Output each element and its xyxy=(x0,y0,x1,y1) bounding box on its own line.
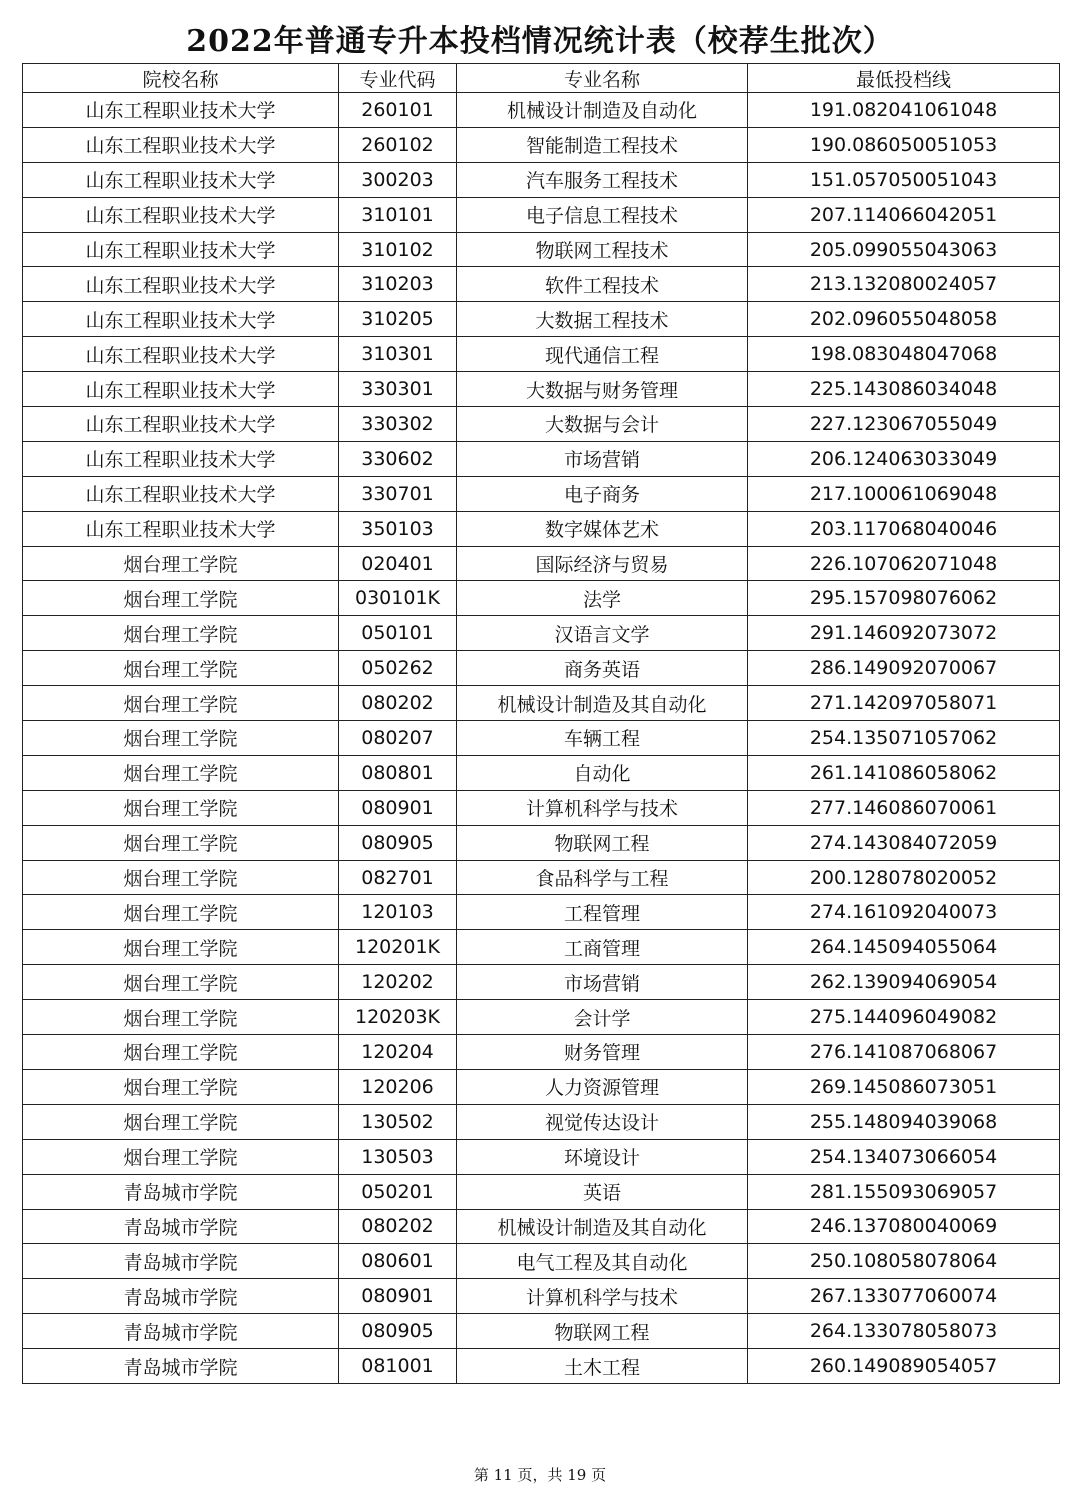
school-name-cell: 烟台理工学院 xyxy=(23,546,339,581)
min-score-cell: 225.143086034048 xyxy=(748,372,1060,407)
school-name-cell: 烟台理工学院 xyxy=(23,581,339,616)
major-name-cell: 会计学 xyxy=(457,1000,748,1035)
min-score-cell: 203.117068040046 xyxy=(748,511,1060,546)
table-row xyxy=(23,267,1060,302)
major-code-cell: 120204 xyxy=(339,1035,457,1070)
major-name-cell: 计算机科学与技术 xyxy=(457,790,748,825)
table-row xyxy=(23,721,1060,756)
admission-table xyxy=(22,63,1060,1384)
school-name-cell: 山东工程职业技术大学 xyxy=(23,302,339,337)
major-name-cell: 数字媒体艺术 xyxy=(457,511,748,546)
major-name-cell: 物联网工程 xyxy=(457,1314,748,1349)
min-score-cell: 227.123067055049 xyxy=(748,407,1060,442)
min-score-cell: 291.146092073072 xyxy=(748,616,1060,651)
table-row xyxy=(23,1314,1060,1349)
major-name-cell: 汽车服务工程技术 xyxy=(457,162,748,197)
major-code-cell: 310101 xyxy=(339,197,457,232)
min-score-cell: 200.128078020052 xyxy=(748,860,1060,895)
table-row xyxy=(23,755,1060,790)
major-name-cell: 大数据与财务管理 xyxy=(457,372,748,407)
major-name-cell: 机械设计制造及其自动化 xyxy=(457,686,748,721)
school-name-cell: 山东工程职业技术大学 xyxy=(23,372,339,407)
school-name-cell: 烟台理工学院 xyxy=(23,616,339,651)
min-score-cell: 275.144096049082 xyxy=(748,1000,1060,1035)
table-row xyxy=(23,372,1060,407)
major-name-cell: 法学 xyxy=(457,581,748,616)
table-row xyxy=(23,825,1060,860)
school-name-cell: 山东工程职业技术大学 xyxy=(23,511,339,546)
school-name-cell: 山东工程职业技术大学 xyxy=(23,407,339,442)
table-row xyxy=(23,1174,1060,1209)
table-row xyxy=(23,1209,1060,1244)
major-code-cell: 050201 xyxy=(339,1174,457,1209)
major-code-cell: 130502 xyxy=(339,1104,457,1139)
table-row xyxy=(23,930,1060,965)
table-row xyxy=(23,441,1060,476)
min-score-cell: 264.145094055064 xyxy=(748,930,1060,965)
major-code-cell: 330701 xyxy=(339,476,457,511)
min-score-cell: 274.143084072059 xyxy=(748,825,1060,860)
school-name-cell: 烟台理工学院 xyxy=(23,895,339,930)
table-row xyxy=(23,93,1060,128)
major-name-cell: 人力资源管理 xyxy=(457,1069,748,1104)
table-row xyxy=(23,895,1060,930)
table-row xyxy=(23,302,1060,337)
table-row xyxy=(23,1349,1060,1384)
min-score-cell: 264.133078058073 xyxy=(748,1314,1060,1349)
school-name-cell: 烟台理工学院 xyxy=(23,930,339,965)
school-name-cell: 烟台理工学院 xyxy=(23,860,339,895)
major-code-cell: 120202 xyxy=(339,965,457,1000)
school-name-cell: 烟台理工学院 xyxy=(23,1000,339,1035)
school-name-cell: 烟台理工学院 xyxy=(23,790,339,825)
table-row xyxy=(23,1035,1060,1070)
header-min-score: 最低投档线 xyxy=(748,64,1060,93)
major-name-cell: 机械设计制造及自动化 xyxy=(457,93,748,128)
major-name-cell: 软件工程技术 xyxy=(457,267,748,302)
school-name-cell: 山东工程职业技术大学 xyxy=(23,162,339,197)
school-name-cell: 烟台理工学院 xyxy=(23,1035,339,1070)
table-header-row xyxy=(23,64,1060,93)
min-score-cell: 260.149089054057 xyxy=(748,1349,1060,1384)
major-code-cell: 260101 xyxy=(339,93,457,128)
school-name-cell: 山东工程职业技术大学 xyxy=(23,197,339,232)
min-score-cell: 198.083048047068 xyxy=(748,337,1060,372)
major-code-cell: 310102 xyxy=(339,232,457,267)
major-name-cell: 汉语言文学 xyxy=(457,616,748,651)
major-code-cell: 260102 xyxy=(339,127,457,162)
major-code-cell: 080905 xyxy=(339,1314,457,1349)
min-score-cell: 205.099055043063 xyxy=(748,232,1060,267)
major-code-cell: 120206 xyxy=(339,1069,457,1104)
major-code-cell: 300203 xyxy=(339,162,457,197)
table-row xyxy=(23,127,1060,162)
page-footer: 第 11 页，共 19 页 xyxy=(473,1466,607,1484)
table-row xyxy=(23,162,1060,197)
school-name-cell: 山东工程职业技术大学 xyxy=(23,127,339,162)
min-score-cell: 286.149092070067 xyxy=(748,651,1060,686)
major-code-cell: 310203 xyxy=(339,267,457,302)
major-code-cell: 310301 xyxy=(339,337,457,372)
min-score-cell: 151.057050051043 xyxy=(748,162,1060,197)
major-code-cell: 330301 xyxy=(339,372,457,407)
major-name-cell: 电子信息工程技术 xyxy=(457,197,748,232)
table-row xyxy=(23,651,1060,686)
school-name-cell: 烟台理工学院 xyxy=(23,1139,339,1174)
major-name-cell: 电气工程及其自动化 xyxy=(457,1244,748,1279)
school-name-cell: 烟台理工学院 xyxy=(23,965,339,1000)
major-code-cell: 080901 xyxy=(339,1279,457,1314)
major-code-cell: 080601 xyxy=(339,1244,457,1279)
min-score-cell: 269.145086073051 xyxy=(748,1069,1060,1104)
table-row xyxy=(23,407,1060,442)
school-name-cell: 烟台理工学院 xyxy=(23,755,339,790)
table-row xyxy=(23,511,1060,546)
table-row xyxy=(23,1244,1060,1279)
school-name-cell: 山东工程职业技术大学 xyxy=(23,232,339,267)
table-row xyxy=(23,476,1060,511)
school-name-cell: 山东工程职业技术大学 xyxy=(23,93,339,128)
major-code-cell: 050101 xyxy=(339,616,457,651)
table-row xyxy=(23,860,1060,895)
table-row xyxy=(23,616,1060,651)
school-name-cell: 青岛城市学院 xyxy=(23,1209,339,1244)
table-row xyxy=(23,1139,1060,1174)
major-name-cell: 自动化 xyxy=(457,755,748,790)
major-name-cell: 国际经济与贸易 xyxy=(457,546,748,581)
min-score-cell: 267.133077060074 xyxy=(748,1279,1060,1314)
min-score-cell: 250.108058078064 xyxy=(748,1244,1060,1279)
major-name-cell: 智能制造工程技术 xyxy=(457,127,748,162)
school-name-cell: 烟台理工学院 xyxy=(23,1069,339,1104)
major-code-cell: 030101K xyxy=(339,581,457,616)
table-row xyxy=(23,1069,1060,1104)
major-name-cell: 大数据工程技术 xyxy=(457,302,748,337)
school-name-cell: 山东工程职业技术大学 xyxy=(23,476,339,511)
min-score-cell: 254.135071057062 xyxy=(748,721,1060,756)
major-code-cell: 330302 xyxy=(339,407,457,442)
major-name-cell: 环境设计 xyxy=(457,1139,748,1174)
major-name-cell: 大数据与会计 xyxy=(457,407,748,442)
major-code-cell: 120103 xyxy=(339,895,457,930)
min-score-cell: 295.157098076062 xyxy=(748,581,1060,616)
major-name-cell: 视觉传达设计 xyxy=(457,1104,748,1139)
table-row xyxy=(23,232,1060,267)
min-score-cell: 255.148094039068 xyxy=(748,1104,1060,1139)
table-row xyxy=(23,965,1060,1000)
major-code-cell: 080202 xyxy=(339,686,457,721)
table-body xyxy=(23,93,1060,1384)
school-name-cell: 山东工程职业技术大学 xyxy=(23,441,339,476)
table-row xyxy=(23,546,1060,581)
min-score-cell: 254.134073066054 xyxy=(748,1139,1060,1174)
min-score-cell: 226.107062071048 xyxy=(748,546,1060,581)
major-name-cell: 土木工程 xyxy=(457,1349,748,1384)
school-name-cell: 烟台理工学院 xyxy=(23,686,339,721)
table-row xyxy=(23,1000,1060,1035)
min-score-cell: 246.137080040069 xyxy=(748,1209,1060,1244)
major-code-cell: 081001 xyxy=(339,1349,457,1384)
school-name-cell: 烟台理工学院 xyxy=(23,825,339,860)
major-code-cell: 020401 xyxy=(339,546,457,581)
major-code-cell: 310205 xyxy=(339,302,457,337)
school-name-cell: 青岛城市学院 xyxy=(23,1244,339,1279)
major-code-cell: 080901 xyxy=(339,790,457,825)
min-score-cell: 274.161092040073 xyxy=(748,895,1060,930)
min-score-cell: 206.124063033049 xyxy=(748,441,1060,476)
table-row xyxy=(23,790,1060,825)
table-row xyxy=(23,197,1060,232)
major-code-cell: 080801 xyxy=(339,755,457,790)
school-name-cell: 山东工程职业技术大学 xyxy=(23,337,339,372)
major-name-cell: 工商管理 xyxy=(457,930,748,965)
major-code-cell: 130503 xyxy=(339,1139,457,1174)
header-major-code: 专业代码 xyxy=(339,64,457,93)
major-code-cell: 080207 xyxy=(339,721,457,756)
major-code-cell: 080905 xyxy=(339,825,457,860)
major-name-cell: 电子商务 xyxy=(457,476,748,511)
min-score-cell: 213.132080024057 xyxy=(748,267,1060,302)
school-name-cell: 青岛城市学院 xyxy=(23,1314,339,1349)
header-major-name: 专业名称 xyxy=(457,64,748,93)
major-code-cell: 080202 xyxy=(339,1209,457,1244)
page-title: 2022年普通专升本投档情况统计表（校荐生批次） xyxy=(186,24,894,59)
major-name-cell: 财务管理 xyxy=(457,1035,748,1070)
major-name-cell: 食品科学与工程 xyxy=(457,860,748,895)
major-name-cell: 市场营销 xyxy=(457,441,748,476)
school-name-cell: 青岛城市学院 xyxy=(23,1279,339,1314)
major-code-cell: 050262 xyxy=(339,651,457,686)
table-row xyxy=(23,1104,1060,1139)
min-score-cell: 276.141087068067 xyxy=(748,1035,1060,1070)
min-score-cell: 191.082041061048 xyxy=(748,93,1060,128)
major-code-cell: 330602 xyxy=(339,441,457,476)
min-score-cell: 261.141086058062 xyxy=(748,755,1060,790)
major-name-cell: 市场营销 xyxy=(457,965,748,1000)
major-name-cell: 物联网工程 xyxy=(457,825,748,860)
table-row xyxy=(23,337,1060,372)
major-name-cell: 物联网工程技术 xyxy=(457,232,748,267)
min-score-cell: 217.100061069048 xyxy=(748,476,1060,511)
major-code-cell: 120203K xyxy=(339,1000,457,1035)
table-row xyxy=(23,686,1060,721)
school-name-cell: 烟台理工学院 xyxy=(23,651,339,686)
major-name-cell: 计算机科学与技术 xyxy=(457,1279,748,1314)
table-row xyxy=(23,1279,1060,1314)
school-name-cell: 山东工程职业技术大学 xyxy=(23,267,339,302)
major-name-cell: 商务英语 xyxy=(457,651,748,686)
school-name-cell: 青岛城市学院 xyxy=(23,1174,339,1209)
major-name-cell: 现代通信工程 xyxy=(457,337,748,372)
major-name-cell: 英语 xyxy=(457,1174,748,1209)
min-score-cell: 202.096055048058 xyxy=(748,302,1060,337)
major-name-cell: 工程管理 xyxy=(457,895,748,930)
min-score-cell: 207.114066042051 xyxy=(748,197,1060,232)
table-row xyxy=(23,581,1060,616)
school-name-cell: 青岛城市学院 xyxy=(23,1349,339,1384)
major-code-cell: 120201K xyxy=(339,930,457,965)
min-score-cell: 281.155093069057 xyxy=(748,1174,1060,1209)
min-score-cell: 190.086050051053 xyxy=(748,127,1060,162)
school-name-cell: 烟台理工学院 xyxy=(23,721,339,756)
school-name-cell: 烟台理工学院 xyxy=(23,1104,339,1139)
min-score-cell: 277.146086070061 xyxy=(748,790,1060,825)
major-code-cell: 350103 xyxy=(339,511,457,546)
major-name-cell: 机械设计制造及其自动化 xyxy=(457,1209,748,1244)
header-school-name: 院校名称 xyxy=(23,64,339,93)
major-name-cell: 车辆工程 xyxy=(457,721,748,756)
min-score-cell: 262.139094069054 xyxy=(748,965,1060,1000)
min-score-cell: 271.142097058071 xyxy=(748,686,1060,721)
major-code-cell: 082701 xyxy=(339,860,457,895)
